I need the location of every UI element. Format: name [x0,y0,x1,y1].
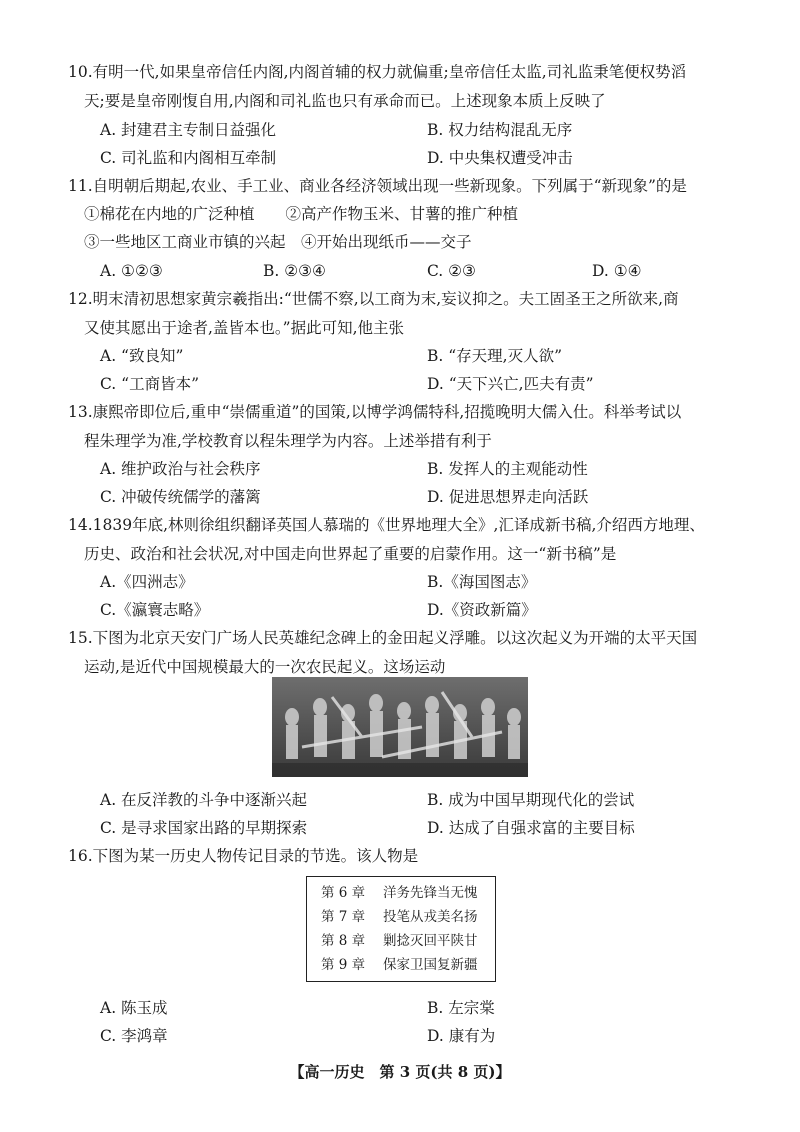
q16-option-d[interactable]: D. 康有为 [427,1027,496,1045]
q16-option-a[interactable]: A. 陈玉成 [100,999,168,1017]
q16-option-b[interactable]: B. 左宗棠 [427,999,495,1017]
q15-stem-line2: 运动,是近代中国规模最大的一次农民起义。这场运动 [84,658,446,676]
q15-option-a[interactable]: A. 在反洋教的斗争中逐渐兴起 [100,791,308,809]
q12-stem-line1: 12.明末清初思想家黄宗羲指出:“世儒不察,以工商为末,妄议抑之。夫工固圣王之所欲来,商 [68,290,679,308]
q16-stem-line1: 16.下图为某一历史人物传记目录的节选。该人物是 [68,847,419,865]
q12-stem-line2: 又使其愿出于途者,盖皆本也。”据此可知,他主张 [84,319,405,337]
toc-row [321,905,495,929]
q12-option-c[interactable]: C. “工商皆本” [100,375,200,393]
q13-option-a[interactable]: A. 维护政治与社会秩序 [100,460,261,478]
q14-stem-line2: 历史、政治和社会状况,对中国走向世界起了重要的启蒙作用。这一“新书稿”是 [84,545,617,563]
toc-chapter-title: 洋务先锋当无愧 [383,885,478,901]
q15-stem-line1: 15.下图为北京天安门广场人民英雄纪念碑上的金田起义浮雕。以这次起义为开端的太平天国 [68,629,698,647]
q15-option-d[interactable]: D. 达成了自强求富的主要目标 [427,819,635,837]
toc-chapter-number: 第 9 章 [321,957,366,973]
q12-option-d[interactable]: D. “天下兴亡,匹夫有责” [427,375,594,393]
q11-items-line1: ①棉花在内地的广泛种植 ②高产作物玉米、甘薯的推广种植 [84,205,519,223]
toc-chapter-title: 投笔从戎美名扬 [383,909,478,925]
q14-option-c[interactable]: C.《瀛寰志略》 [100,601,210,619]
q13-option-d[interactable]: D. 促进思想界走向活跃 [427,488,589,506]
q10-stem-line1: 10.有明一代,如果皇帝信任内阁,内阁首辅的权力就偏重;皇帝信任太监,司礼监秉笔便权势滔 [68,63,687,81]
toc-row [321,881,495,905]
q14-option-d[interactable]: D.《资政新篇》 [427,601,537,619]
toc-chapter-title: 保家卫国复新疆 [383,957,478,973]
q11-option-a[interactable]: A. ①②③ [100,262,163,280]
q14-stem-line1: 14.1839年底,林则徐组织翻译英国人慕瑞的《世界地理大全》,汇译成新书稿,介绍西方地理、 [68,516,705,534]
relief-figures-icon [272,677,528,777]
page-footer: 【高一历史 第 3 页(共 8 页)】 [289,1063,511,1081]
q14-option-a[interactable]: A.《四洲志》 [100,573,194,591]
q12-option-a[interactable]: A. “致良知” [100,347,184,365]
q16-option-c[interactable]: C. 李鸿章 [100,1027,168,1045]
toc-chapter-number: 第 6 章 [321,885,366,901]
q10-option-c[interactable]: C. 司礼监和内阁相互牵制 [100,149,277,167]
q11-option-b[interactable]: B. ②③④ [263,262,326,280]
q14-option-b[interactable]: B.《海国图志》 [427,573,537,591]
jintian-uprising-relief-image [272,677,528,777]
q15-option-b[interactable]: B. 成为中国早期现代化的尝试 [427,791,635,809]
q13-stem-line1: 13.康熙帝即位后,重申“崇儒重道”的国策,以博学鸿儒特科,招揽晚明大儒入仕。科举考试以 [68,403,682,421]
q11-stem-line1: 11.自明朝后期起,农业、手工业、商业各经济领域出现一些新现象。下列属于“新现象”的是 [68,177,687,195]
q10-option-b[interactable]: B. 权力结构混乱无序 [427,121,573,139]
q13-option-c[interactable]: C. 冲破传统儒学的藩篱 [100,488,261,506]
q10-stem-line2: 天;要是皇帝刚愎自用,内阁和司礼监也只有承命而已。上述现象本质上反映了 [84,92,606,110]
q11-option-d[interactable]: D. ①④ [592,262,642,280]
q13-stem-line2: 程朱理学为准,学校教育以程朱理学为内容。上述举措有利于 [84,432,492,450]
toc-row [321,953,495,977]
q15-option-c[interactable]: C. 是寻求国家出路的早期探索 [100,819,308,837]
biography-toc-box [306,876,496,982]
q11-option-c[interactable]: C. ②③ [427,262,476,280]
toc-chapter-title: 剿捻灭回平陕甘 [383,933,478,949]
q10-option-d[interactable]: D. 中央集权遭受冲击 [427,149,573,167]
q13-option-b[interactable]: B. 发挥人的主观能动性 [427,460,588,478]
q11-items-line2: ③一些地区工商业市镇的兴起 ④开始出现纸币——交子 [84,233,472,251]
toc-chapter-number: 第 8 章 [321,933,366,949]
toc-chapter-number: 第 7 章 [321,909,366,925]
q12-option-b[interactable]: B. “存天理,灭人欲” [427,347,563,365]
q10-option-a[interactable]: A. 封建君主专制日益强化 [100,121,277,139]
toc-row [321,929,495,953]
